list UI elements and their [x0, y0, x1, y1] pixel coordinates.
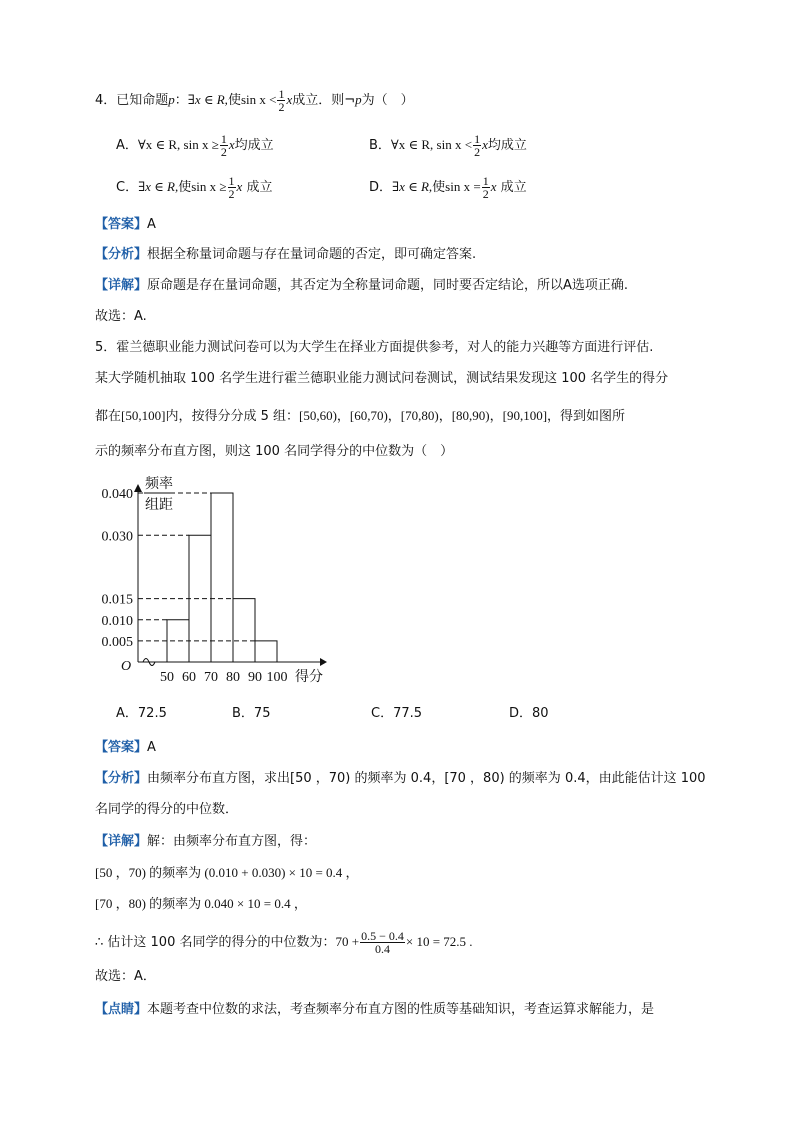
q4-option-b	[369, 133, 527, 158]
q4-option-c	[116, 175, 272, 200]
q5-detail-4	[95, 930, 473, 955]
histogram-bar	[233, 599, 255, 662]
q5-groups: [50,60)，[60,70)，[70,80)，[80,90)，[90,100]	[298, 408, 548, 423]
option-label: B．	[369, 138, 391, 153]
q5-detail-3: [70 ，80) 的频率为 0.040 × 10 = 0.4 ，	[95, 896, 307, 911]
option-mid: 使	[432, 180, 446, 195]
option-x: x	[228, 137, 235, 152]
x-tick-label: 90	[248, 670, 262, 685]
option-tail: 均成立	[234, 138, 274, 153]
histogram-bar	[255, 641, 277, 662]
frac-num: 1	[220, 132, 227, 146]
option-value: 77.5	[393, 706, 423, 721]
q4-stem	[95, 88, 414, 113]
answer-value: A	[147, 740, 156, 755]
option-value: 75	[253, 706, 271, 721]
option-math-2: sin x =	[445, 179, 481, 194]
option-x: x	[236, 179, 243, 194]
frac-num: 1	[228, 174, 235, 188]
q4-option-d	[369, 175, 527, 200]
q4-cond-sin: sin x <	[240, 92, 277, 107]
detail-tag: 【详解】	[95, 278, 148, 293]
option-value: 72.5	[137, 706, 167, 721]
q4-colon: ：	[174, 93, 188, 108]
q5-line-3	[95, 406, 625, 427]
frac-num: 1	[474, 132, 481, 146]
y-label-denominator: 组距	[145, 498, 173, 513]
q5-option-b	[232, 704, 270, 724]
option-label: D．	[509, 706, 533, 721]
q4-choose: 故选：A.	[95, 309, 147, 324]
analysis-tag: 【分析】	[95, 771, 148, 786]
option-fraction	[482, 175, 490, 200]
q5-comment	[95, 1000, 654, 1020]
x-axis-label: 得分	[295, 670, 323, 685]
q5-line3-e: ，得到如图所	[547, 409, 626, 424]
analysis-tag: 【分析】	[95, 247, 148, 262]
q4-detail	[95, 276, 628, 296]
option-tail: 成立	[496, 180, 527, 195]
comment-text: 本题考查中位数的求法，考查频率分布直方图的性质等基础知识，考查运算求解能力，是	[147, 1002, 655, 1017]
x-tick-label: 60	[182, 670, 196, 685]
option-math: ∃x ∈ R,	[392, 179, 433, 194]
detail-4-text: ∴ 估计这 100 名同学的得分的中位数为：	[95, 935, 336, 950]
y-tick-label: 0.005	[101, 634, 133, 650]
frac-den: 2	[278, 100, 285, 114]
y-axis-arrow	[134, 484, 142, 492]
frac-num: 1	[482, 174, 489, 188]
y-tick-label: 0.010	[101, 613, 133, 629]
x-tick-label: 50	[160, 670, 174, 685]
q5-line-1: 5．霍兰德职业能力测试问卷可以为大学生在择业方面提供参考，对人的能力兴趣等方面进行评估.	[95, 340, 654, 355]
option-value: 80	[532, 706, 549, 721]
answer-tag: 【答案】	[95, 217, 148, 232]
y-tick-label: 0.015	[101, 592, 133, 608]
histogram-bar	[189, 535, 211, 662]
frac-den: 2	[474, 145, 481, 159]
option-fraction	[220, 133, 228, 158]
origin-label: O	[121, 659, 132, 674]
q4-p-symbol: p	[168, 92, 175, 107]
q5-line-2: 某大学随机抽取 100 名学生进行霍兰德职业能力测试问卷测试，测试结果发现这 100 名学生的得分	[95, 371, 669, 386]
option-mid: 使	[178, 180, 192, 195]
frac-den: 2	[482, 187, 489, 201]
detail-tag: 【详解】	[95, 834, 148, 849]
q4-cond-quantifier: ∃x ∈ R,	[187, 92, 228, 107]
option-math-2: sin x ≥	[191, 179, 227, 194]
q4-stem-end: 为（ ）	[361, 93, 414, 108]
y-tick-label: 0.030	[101, 529, 133, 545]
q5-option-a	[116, 704, 167, 724]
detail-text: 解：由频率分布直方图，得：	[147, 834, 317, 849]
option-x: x	[490, 179, 497, 194]
detail-text: 原命题是存在量词命题，其否定为全称量词命题，同时要否定结论，所以A选项正确.	[147, 278, 629, 293]
q5-answer	[95, 738, 156, 758]
q5-option-d	[509, 704, 549, 724]
q5-choose: 故选：A．	[95, 969, 156, 984]
q5-analysis-2: 名同学的得分的中位数．	[95, 802, 239, 817]
q4-stem-tail: 成立．则¬	[292, 93, 356, 108]
q5-option-c	[371, 704, 422, 724]
x-tick-label: 70	[204, 670, 218, 685]
q5-analysis-1	[95, 769, 706, 789]
detail-4-fraction	[360, 930, 405, 955]
option-tail: 均成立	[487, 138, 527, 153]
y-label-numerator: 频率	[145, 477, 173, 492]
x-tick-label: 80	[226, 670, 240, 685]
option-math: ∃x ∈ R,	[138, 179, 179, 194]
frac-num: 0.5 − 0.4	[361, 929, 404, 943]
q4-analysis	[95, 245, 476, 265]
q5-detail-2: [50 ，70) 的频率为 (0.010 + 0.030) × 10 = 0.4 ，	[95, 865, 359, 880]
x-axis-arrow	[320, 658, 327, 666]
q4-p-symbol-2: p	[355, 92, 362, 107]
q4-cond-x: x	[286, 92, 293, 107]
frac-den: 2	[220, 145, 227, 159]
option-label: A．	[116, 138, 138, 153]
option-label: A．	[116, 706, 138, 721]
y-tick-label: 0.040	[101, 487, 133, 502]
q4-fraction	[277, 88, 285, 113]
q5-line-4: 示的频率分布直方图，则这 100 名同学得分的中位数为（ ）	[95, 444, 454, 459]
comment-tag: 【点睛】	[95, 1002, 148, 1017]
option-label: D．	[369, 180, 393, 195]
frac-den: 2	[228, 187, 235, 201]
analysis-text: 由频率分布直方图，求出[50 ，70) 的频率为 0.4，[70 ，80) 的频率为 0.4，由此能估计这 100	[147, 771, 706, 786]
q5-range: [50,100]	[121, 408, 166, 423]
q4-option-a	[116, 133, 274, 158]
frac-num: 1	[278, 87, 285, 101]
detail-4-result: × 10 = 72.5 .	[405, 934, 473, 949]
histogram-bar	[211, 493, 233, 662]
analysis-text: 根据全称量词命题与存在量词命题的否定，即可确定答案.	[147, 247, 477, 262]
option-fraction	[473, 133, 481, 158]
answer-value: A	[147, 217, 156, 232]
detail-4-math: 70 +	[335, 934, 360, 949]
option-label: C．	[371, 706, 394, 721]
option-label: C．	[116, 180, 139, 195]
frequency-histogram	[95, 474, 345, 689]
q5-line3-a: 都在	[95, 409, 122, 424]
q4-cond-shi: 使	[227, 93, 241, 108]
option-tail: 成立	[242, 180, 273, 195]
option-x: x	[482, 137, 488, 152]
option-fraction	[228, 175, 236, 200]
option-label: B．	[232, 706, 254, 721]
frac-den: 0.4	[360, 942, 405, 955]
q4-stem-text: 4．已知命题	[95, 93, 169, 108]
option-math: ∀x ∈ R, sin x <	[390, 137, 473, 152]
q5-line3-c: 内，按得分分成 5 组：	[165, 409, 299, 424]
x-tick-label: 100	[266, 670, 288, 685]
option-math: ∀x ∈ R, sin x ≥	[137, 137, 219, 152]
q4-answer	[95, 215, 156, 235]
q5-detail-1	[95, 832, 316, 852]
answer-tag: 【答案】	[95, 740, 148, 755]
